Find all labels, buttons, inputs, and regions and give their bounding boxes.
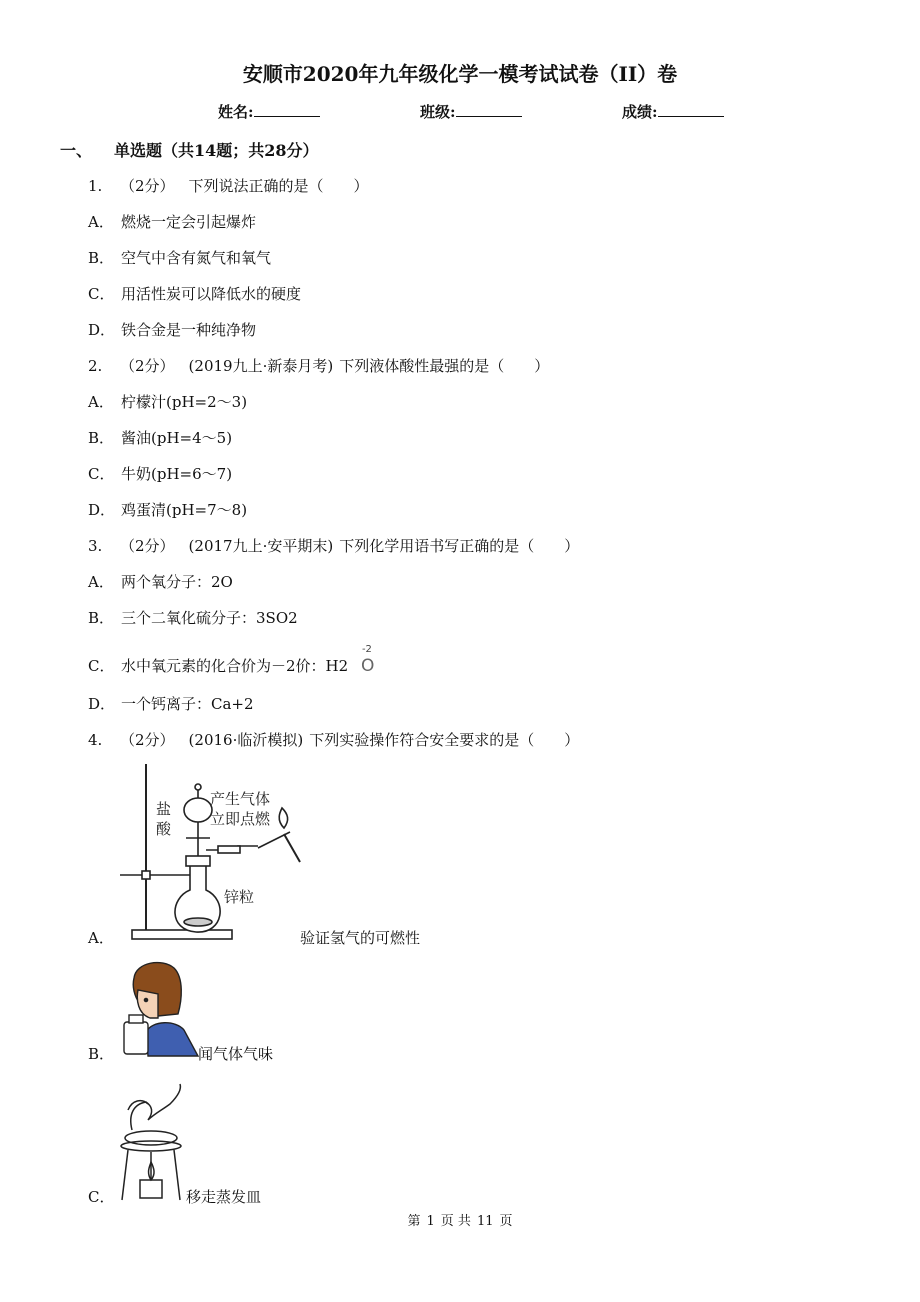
footer-total-pages: 11: [476, 1214, 494, 1229]
page-title: 安顺市2020年九年级化学一模考试试卷（II）卷: [242, 62, 678, 86]
option-text: 两个氧分子：2O: [121, 573, 233, 591]
option-4b[interactable]: [88, 1043, 121, 1064]
question-stem: 下列实验操作符合安全要求的是（ ）: [309, 731, 580, 749]
zinc-granules: [184, 918, 212, 926]
match-stick: [284, 834, 300, 862]
option-label: B．: [88, 1045, 115, 1063]
label-zinc: 锌粒: [224, 888, 255, 906]
label-acid-2: 酸: [156, 820, 172, 838]
question-stem: 下列液体酸性最强的是（ ）: [339, 357, 550, 375]
option-label: C．: [88, 285, 115, 303]
hydrogen-apparatus-figure: [118, 762, 304, 944]
person-eye: [144, 998, 147, 1001]
clamp-boss: [142, 871, 150, 879]
option-3d[interactable]: [88, 693, 254, 714]
question-number: 4.: [88, 731, 103, 749]
question-source: (2019九上·新泰月考): [188, 357, 334, 375]
class-blank[interactable]: [456, 100, 522, 117]
option-2d[interactable]: [88, 499, 247, 520]
option-label: C．: [88, 657, 115, 675]
option-text: 铁合金是一种纯净物: [121, 321, 257, 339]
option-text: 牛奶(pH=6～7): [121, 465, 233, 483]
section-number: 一、: [60, 141, 93, 160]
question-points: （2分）: [120, 537, 175, 555]
person-face: [137, 990, 158, 1018]
person-shirt: [146, 1023, 198, 1056]
footer-prefix: 第: [407, 1214, 421, 1229]
question-stem: 下列化学用语书写正确的是（ ）: [339, 537, 580, 555]
oxidation-superscript: -2: [361, 644, 372, 655]
option-label: D．: [88, 501, 116, 519]
question-source: (2016·临沂模拟): [188, 731, 304, 749]
question-number: 2.: [88, 357, 103, 375]
footer-mid: 页 共: [440, 1214, 471, 1229]
option-label: B．: [88, 609, 115, 627]
option-label: A．: [88, 573, 114, 591]
name-label: 姓名:: [218, 103, 254, 121]
option-4c[interactable]: [88, 1186, 121, 1207]
option-1d[interactable]: [88, 319, 256, 340]
option-1c[interactable]: [88, 283, 301, 304]
tripod-leg-left: [122, 1150, 128, 1200]
option-4c-caption: 移走蒸发皿: [186, 1188, 262, 1206]
oxygen-symbol: O: [360, 656, 375, 676]
class-field[interactable]: [420, 100, 522, 122]
smell-gas-figure: [118, 960, 202, 1058]
option-label: A．: [88, 213, 114, 231]
option-label: C．: [88, 1188, 115, 1206]
class-label: 班级:: [420, 103, 456, 121]
question-number: 1.: [88, 177, 103, 195]
question-source: (2017九上·安平期末): [188, 537, 334, 555]
score-field[interactable]: [622, 100, 724, 122]
question-3: [88, 535, 579, 556]
option-4b-caption: 闻气体气味: [198, 1045, 274, 1063]
option-text: 用活性炭可以降低水的硬度: [121, 285, 302, 303]
question-4: [88, 729, 579, 750]
section-title: 单选题（共14题；共28分）: [114, 141, 319, 160]
evaporating-dish: [125, 1131, 177, 1145]
option-text: 鸡蛋清(pH=7～8): [121, 501, 248, 519]
label-gas-1: 产生气体: [210, 790, 271, 808]
section-header: [60, 138, 319, 161]
option-text: 水中氧元素的化合价为－2价：H2: [121, 657, 349, 675]
option-2a[interactable]: [88, 391, 247, 412]
question-1: [88, 175, 369, 196]
question-points: （2分）: [120, 731, 175, 749]
option-4a[interactable]: [88, 927, 121, 948]
rubber-connector: [218, 846, 240, 853]
oxidation-formula: [360, 644, 375, 676]
option-2b[interactable]: [88, 427, 232, 448]
option-3c[interactable]: [88, 644, 375, 676]
option-3b[interactable]: [88, 607, 298, 628]
option-label: B．: [88, 429, 115, 447]
option-4a-caption: 验证氢气的可燃性: [300, 929, 421, 947]
option-label: D．: [88, 695, 116, 713]
option-text: 燃烧一定会引起爆炸: [121, 213, 257, 231]
question-points: （2分）: [120, 177, 175, 195]
footer-page-number: 1: [426, 1214, 435, 1229]
name-blank[interactable]: [254, 100, 320, 117]
funnel-bulb: [184, 798, 212, 822]
page-footer: [0, 1210, 920, 1229]
option-2c[interactable]: [88, 463, 232, 484]
hand-sketch: [131, 1084, 181, 1130]
option-text: 一个钙离子：Ca+2: [121, 695, 254, 713]
option-1a[interactable]: [88, 211, 256, 232]
option-label: C．: [88, 465, 115, 483]
option-3a[interactable]: [88, 571, 233, 592]
stopper: [186, 856, 210, 866]
score-label: 成绩:: [622, 103, 658, 121]
tripod-leg-right: [174, 1150, 180, 1200]
name-field[interactable]: [218, 100, 320, 122]
question-stem: 下列说法正确的是（ ）: [188, 177, 369, 195]
evaporating-dish-figure: [118, 1080, 184, 1204]
label-acid-1: 盐: [156, 800, 172, 818]
question-points: （2分）: [120, 357, 175, 375]
question-2: [88, 355, 549, 376]
option-text: 三个二氧化硫分子：3SO2: [121, 609, 298, 627]
option-label: A．: [88, 393, 114, 411]
label-gas-2: 立即点燃: [210, 810, 271, 828]
option-label: D．: [88, 321, 116, 339]
stand-base: [132, 930, 232, 939]
option-label: A．: [88, 929, 114, 947]
option-label: B．: [88, 249, 115, 267]
gas-bottle: [124, 1022, 148, 1054]
flame-icon: [279, 808, 287, 828]
option-text: 柠檬汁(pH=2～3): [121, 393, 248, 411]
option-1b[interactable]: [88, 247, 271, 268]
question-number: 3.: [88, 537, 103, 555]
footer-suffix: 页: [499, 1214, 513, 1229]
alcohol-lamp: [140, 1180, 162, 1198]
gas-bottle-neck: [129, 1015, 143, 1023]
funnel-cap: [195, 784, 201, 790]
option-text: 酱油(pH=4～5): [121, 429, 233, 447]
option-text: 空气中含有氮气和氧气: [121, 249, 272, 267]
score-blank[interactable]: [658, 100, 724, 117]
